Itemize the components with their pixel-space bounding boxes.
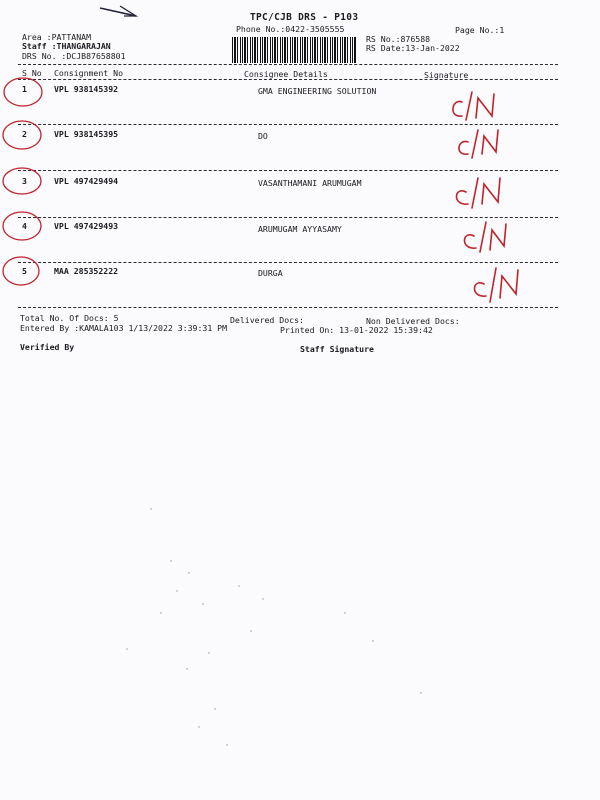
column-header-consignee: Consignee Details — [244, 69, 328, 79]
handwritten-circle-marks — [0, 70, 60, 300]
pen-stroke-mark — [98, 4, 140, 20]
row-sno: 2 — [22, 129, 27, 139]
staff-field — [22, 41, 111, 51]
rs-date: RS Date:13-Jan-2022 — [366, 43, 460, 53]
row-consignee: ARUMUGAM AYYASAMY — [258, 224, 342, 234]
row-consignee: DURGA — [258, 268, 283, 278]
handwritten-signature-marks — [440, 80, 560, 310]
column-header-signature: Signature — [424, 70, 469, 80]
row-consignee: GMA ENGINEERING SOLUTION — [258, 86, 377, 96]
non-delivered-docs: Non Delivered Docs: — [366, 316, 460, 326]
staff-label: Staff : — [22, 41, 57, 51]
row-consignment: VPL 497429494 — [54, 176, 119, 186]
row-consignee: DO — [258, 131, 268, 141]
printed-on: Printed On: 13-01-2022 15:39:42 — [280, 325, 433, 335]
row-sno: 3 — [22, 176, 27, 186]
page-number: Page No.:1 — [455, 25, 505, 35]
row-consignment: VPL 497429493 — [54, 221, 119, 231]
drs-number: DRS No. :DCJB87658801 — [22, 51, 126, 61]
delivered-docs: Delivered Docs: — [230, 315, 304, 325]
staff-name: THANGARAJAN — [56, 41, 111, 51]
phone-number: Phone No.:0422-3505555 — [236, 24, 345, 34]
row-sno: 4 — [22, 221, 27, 231]
row-sno: 5 — [22, 266, 27, 276]
verified-by-label: Verified By — [20, 342, 75, 352]
row-consignment: MAA 285352222 — [54, 266, 119, 276]
barcode-image — [232, 37, 356, 63]
area-field: Area :PATTANAM — [22, 32, 92, 42]
row-consignment: VPL 938145395 — [54, 129, 119, 139]
row-consignment: VPL 938145392 — [54, 84, 119, 94]
row-sno: 1 — [22, 84, 27, 94]
entered-by: Entered By :KAMALA103 1/13/2022 3:39:31 PM — [20, 323, 228, 333]
staff-signature-label: Staff Signature — [300, 344, 374, 354]
total-docs: Total No. Of Docs: 5 — [20, 313, 119, 323]
column-header-consignment: Consignment No — [54, 68, 124, 78]
header-divider — [18, 64, 558, 65]
rs-number: RS No.:876588 — [366, 34, 431, 44]
column-header-sno: S No — [22, 68, 42, 78]
document-title: TPC/CJB DRS - P103 — [250, 12, 359, 23]
row-consignee: VASANTHAMANI ARUMUGAM — [258, 178, 362, 188]
